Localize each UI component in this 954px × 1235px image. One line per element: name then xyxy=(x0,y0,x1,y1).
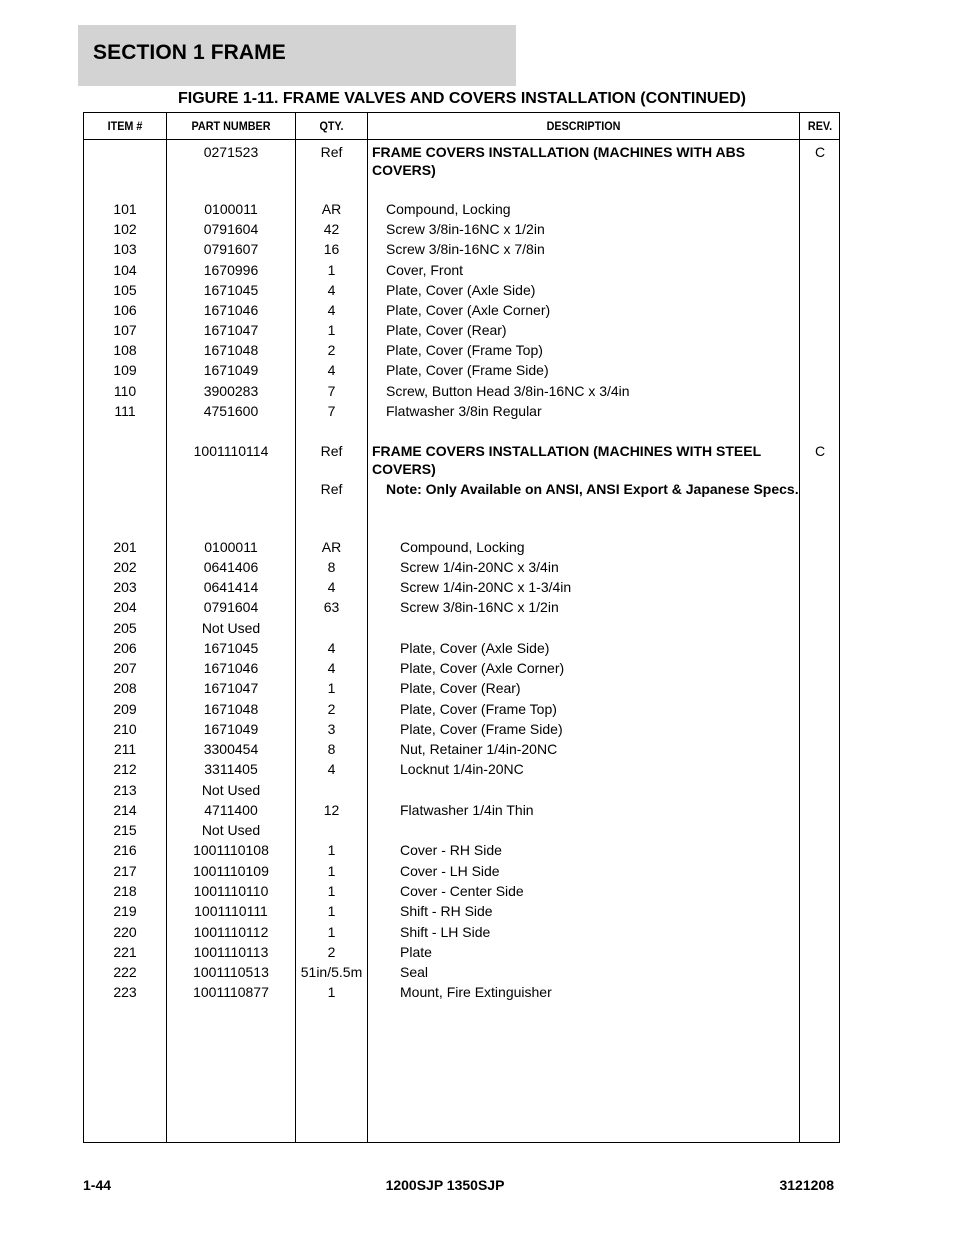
quantity: 1 xyxy=(327,863,336,879)
part-number: 1671049 xyxy=(203,362,259,378)
description: Cover, Front xyxy=(386,262,464,278)
quantity: 1 xyxy=(327,680,336,696)
quantity: 7 xyxy=(327,383,336,399)
page-number: 1-44 xyxy=(83,1177,112,1193)
part-number: 0100011 xyxy=(204,539,258,555)
quantity: Ref xyxy=(320,481,343,497)
part-number: 1001110110 xyxy=(193,883,269,899)
item-number: 206 xyxy=(113,640,137,656)
description: Plate, Cover (Rear) xyxy=(386,322,507,338)
quantity: 4 xyxy=(327,761,336,777)
part-number: 3300454 xyxy=(203,741,259,757)
description: Screw, Button Head 3/8in-16NC x 3/4in xyxy=(386,383,630,399)
item-number: 209 xyxy=(113,701,137,717)
part-number: 4711400 xyxy=(204,802,258,818)
quantity: 4 xyxy=(327,579,336,595)
part-number: 1001110113 xyxy=(193,944,269,960)
description: Cover - LH Side xyxy=(400,863,500,879)
item-number: 208 xyxy=(113,680,137,696)
quantity: AR xyxy=(321,201,342,217)
quantity: 3 xyxy=(327,721,336,737)
part-number: 1671047 xyxy=(203,680,259,696)
description: Compound, Locking xyxy=(400,539,525,555)
item-number: 223 xyxy=(113,984,137,1000)
part-number: 1001110877 xyxy=(193,984,269,1000)
quantity: 7 xyxy=(327,403,336,419)
item-number: 213 xyxy=(113,782,137,798)
quantity: 16 xyxy=(323,241,340,257)
item-number: 204 xyxy=(113,599,137,615)
description: Screw 1/4in-20NC x 3/4in xyxy=(400,559,559,575)
description: Seal xyxy=(400,964,429,980)
item-number: 108 xyxy=(113,342,137,358)
part-number: 1671045 xyxy=(203,282,259,298)
description: FRAME COVERS INSTALLATION (MACHINES WITH ABS COVERS) xyxy=(372,144,746,178)
item-number: 202 xyxy=(113,559,137,575)
item-number: 109 xyxy=(113,362,137,378)
part-number: 0791604 xyxy=(203,221,259,237)
description: Plate, Cover (Axle Side) xyxy=(400,640,550,656)
part-number: Not Used xyxy=(201,822,261,838)
part-number: 1671048 xyxy=(203,342,259,358)
item-number: 103 xyxy=(113,241,137,257)
part-number: 0641406 xyxy=(203,559,259,575)
quantity: 2 xyxy=(327,944,336,960)
quantity: 4 xyxy=(327,660,336,676)
part-number: 0271523 xyxy=(203,144,259,160)
quantity: AR xyxy=(321,539,342,555)
item-number: 220 xyxy=(113,924,137,940)
description: Shift - LH Side xyxy=(400,924,491,940)
description: Plate, Cover (Frame Top) xyxy=(400,701,557,717)
quantity: 1 xyxy=(327,984,336,1000)
quantity: 4 xyxy=(327,282,336,298)
quantity: 63 xyxy=(323,599,340,615)
description: Plate, Cover (Axle Corner) xyxy=(400,660,565,676)
table-row xyxy=(84,481,839,521)
description: Cover - RH Side xyxy=(400,842,502,858)
item-number: 101 xyxy=(113,201,137,217)
description: Nut, Retainer 1/4in-20NC xyxy=(400,741,558,757)
quantity: 42 xyxy=(323,221,340,237)
quantity: 4 xyxy=(327,362,336,378)
item-number: 207 xyxy=(113,660,137,676)
parts-table xyxy=(83,112,840,1143)
quantity: 1 xyxy=(327,322,336,338)
part-number: Not Used xyxy=(201,620,261,636)
part-number: 1671046 xyxy=(203,660,259,676)
footer-models: 1200SJP 1350SJP xyxy=(385,1177,505,1193)
description: Screw 1/4in-20NC x 1-3/4in xyxy=(400,579,572,595)
part-number: 3900283 xyxy=(203,383,259,399)
item-number: 210 xyxy=(113,721,137,737)
item-number: 102 xyxy=(113,221,137,237)
column-header-description: DESCRIPTION xyxy=(546,119,621,133)
description: Flatwasher 1/4in Thin xyxy=(400,802,534,818)
part-number: 3311405 xyxy=(204,761,258,777)
quantity: 4 xyxy=(327,640,336,656)
description: Screw 3/8in-16NC x 1/2in xyxy=(400,599,559,615)
part-number: 0641414 xyxy=(203,579,259,595)
item-number: 201 xyxy=(113,539,137,555)
description: Flatwasher 3/8in Regular xyxy=(386,403,542,419)
item-number: 212 xyxy=(113,761,137,777)
quantity: 1 xyxy=(327,903,336,919)
description: Plate, Cover (Axle Side) xyxy=(386,282,536,298)
column-header-qty: QTY. xyxy=(319,119,344,133)
description: Note: Only Available on ANSI, ANSI Export & Japanese Specs. xyxy=(386,481,799,497)
part-number: 1670996 xyxy=(203,262,259,278)
description: Shift - RH Side xyxy=(400,903,493,919)
item-number: 222 xyxy=(113,964,137,980)
part-number: Not Used xyxy=(201,782,261,798)
item-number: 219 xyxy=(113,903,137,919)
item-number: 214 xyxy=(113,802,137,818)
description: Plate, Cover (Axle Corner) xyxy=(386,302,551,318)
description: Plate, Cover (Frame Side) xyxy=(386,362,549,378)
part-number: 0791604 xyxy=(203,599,259,615)
item-number: 107 xyxy=(113,322,137,338)
item-number: 211 xyxy=(113,741,137,757)
part-number: 1671048 xyxy=(203,701,259,717)
column-header-part-number: PART NUMBER xyxy=(191,119,271,133)
description: Plate, Cover (Frame Side) xyxy=(400,721,563,737)
item-number: 216 xyxy=(113,842,137,858)
quantity: 8 xyxy=(327,559,336,575)
part-number: 0100011 xyxy=(204,201,258,217)
description: Compound, Locking xyxy=(386,201,511,217)
part-number: 1001110109 xyxy=(193,863,269,879)
quantity: 1 xyxy=(327,262,336,278)
revision: C xyxy=(814,443,826,459)
description: Plate xyxy=(400,944,432,960)
revision: C xyxy=(814,144,826,160)
part-number: 1001110112 xyxy=(193,924,269,940)
table-row xyxy=(84,443,839,483)
footer-doc-number: 3121208 xyxy=(779,1177,834,1193)
description: Screw 3/8in-16NC x 1/2in xyxy=(386,221,545,237)
figure-title: FIGURE 1-11. FRAME VALVES AND COVERS INSTALLATION (CONTINUED) xyxy=(177,90,747,107)
part-number: 1671047 xyxy=(203,322,259,338)
item-number: 106 xyxy=(113,302,137,318)
part-number: 1001110111 xyxy=(194,903,268,919)
item-number: 217 xyxy=(113,863,137,879)
quantity: 51in/5.5m xyxy=(300,964,363,980)
item-number: 205 xyxy=(113,620,137,636)
section-header xyxy=(78,25,516,86)
part-number: 1001110108 xyxy=(193,842,269,858)
part-number: 1671046 xyxy=(203,302,259,318)
description: Plate, Cover (Rear) xyxy=(400,680,521,696)
item-number: 218 xyxy=(113,883,137,899)
quantity: 8 xyxy=(327,741,336,757)
quantity: 1 xyxy=(327,924,336,940)
quantity: Ref xyxy=(320,443,343,459)
item-number: 105 xyxy=(113,282,137,298)
quantity: 2 xyxy=(327,701,336,717)
description: FRAME COVERS INSTALLATION (MACHINES WITH STEEL COVERS) xyxy=(372,443,761,477)
part-number: 1001110114 xyxy=(193,443,269,459)
description: Screw 3/8in-16NC x 7/8in xyxy=(386,241,545,257)
table-row xyxy=(84,403,839,443)
section-title: SECTION 1 FRAME xyxy=(93,41,286,64)
item-number: 111 xyxy=(114,403,136,419)
quantity: 2 xyxy=(327,342,336,358)
table-row xyxy=(84,984,839,1024)
item-number: 215 xyxy=(113,822,137,838)
part-number: 0791607 xyxy=(203,241,259,257)
part-number: 4751600 xyxy=(203,403,259,419)
part-number: 1671045 xyxy=(203,640,259,656)
description: Mount, Fire Extinguisher xyxy=(400,984,552,1000)
quantity: 12 xyxy=(323,802,340,818)
quantity: 1 xyxy=(327,842,336,858)
quantity: 4 xyxy=(327,302,336,318)
item-number: 110 xyxy=(113,383,137,399)
item-number: 104 xyxy=(113,262,137,278)
quantity: 1 xyxy=(327,883,336,899)
column-header-item: ITEM # xyxy=(107,119,143,133)
header-divider xyxy=(84,139,839,140)
part-number: 1001110513 xyxy=(193,964,269,980)
item-number: 203 xyxy=(113,579,137,595)
quantity: Ref xyxy=(320,144,343,160)
column-header-rev: REV. xyxy=(807,119,833,133)
description: Plate, Cover (Frame Top) xyxy=(386,342,543,358)
description: Locknut 1/4in-20NC xyxy=(400,761,524,777)
part-number: 1671049 xyxy=(203,721,259,737)
item-number: 221 xyxy=(113,944,137,960)
table-row xyxy=(84,144,839,184)
description: Cover - Center Side xyxy=(400,883,524,899)
